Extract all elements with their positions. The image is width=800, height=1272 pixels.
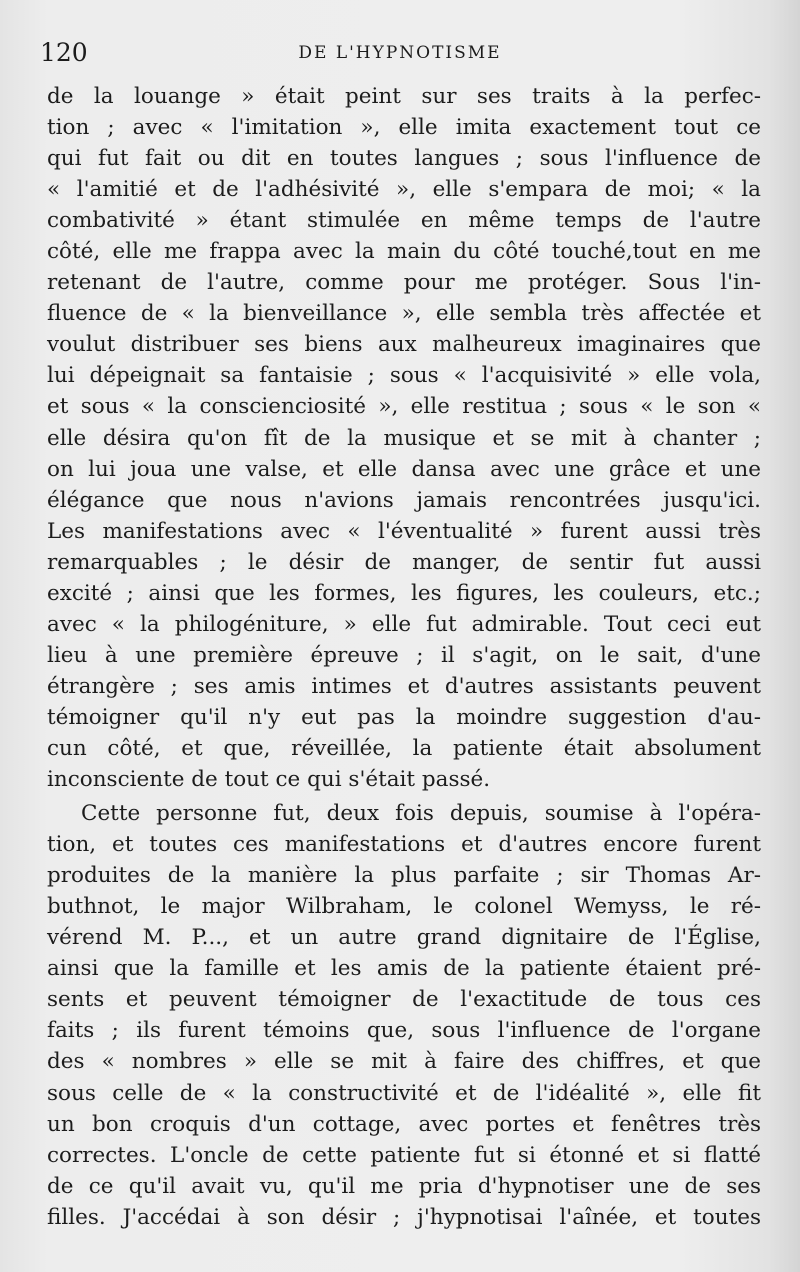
text-line: correctes. L'oncle de cette patiente fut si étonné et si flatté [47,1142,761,1168]
paragraph [47,798,761,1233]
text-line: de ce qu'il avait vu, qu'il me pria d'hypnotiser une de ses [47,1173,761,1199]
text-line: filles. J'accédai à son désir ; j'hypnotisai l'aînée, et toutes [47,1204,761,1230]
text-line: elle désira qu'on fît de la musique et se mit à chanter ; [47,425,761,451]
text-line: qui fut fait ou dit en toutes langues ; sous l'influence de [47,146,761,172]
text-line: produites de la manière la plus parfaite ; sir Thomas Ar- [47,863,761,889]
text-line: et sous « la conscienciosité », elle restitua ; sous « le son « [47,394,761,420]
text-line: lui dépeignait sa fantaisie ; sous « l'acquisivité » elle vola, [47,363,761,389]
text-line: sous celle de « la constructivité et de l'idéalité », elle fit [47,1080,761,1106]
text-line: retenant de l'autre, comme pour me protéger. Sous l'in- [47,270,761,296]
text-line: sents et peuvent témoigner de l'exactitude de tous ces [47,987,761,1013]
text-line: combativité » étant stimulée en même temps de l'autre [47,208,761,234]
text-line: faits ; ils furent témoins que, sous l'influence de l'organe [47,1018,761,1044]
text-line: ainsi que la famille et les amis de la patiente étaient pré- [47,956,761,982]
body-text [47,81,761,1233]
text-line: on lui joua une valse, et elle dansa avec une grâce et une [47,456,761,482]
text-line: avec « la philogéniture, » elle fut admirable. Tout ceci eut [47,611,761,637]
text-line: lieu à une première épreuve ; il s'agit, on le sait, d'une [47,642,761,668]
text-line: tion, et toutes ces manifestations et d'autres encore furent [47,832,761,858]
text-line: élégance que nous n'avions jamais rencontrées jusqu'ici. [47,487,761,513]
text-line: tion ; avec « l'imitation », elle imita exactement tout ce [47,115,761,141]
text-line: cun côté, et que, réveillée, la patiente était absolument [47,735,761,761]
text-line: Cette personne fut, deux fois depuis, soumise à l'opéra- [81,801,761,827]
text-line: fluence de « la bienveillance », elle sembla très affectée et [47,301,761,327]
running-title: DE L'HYPNOTISME [298,43,502,63]
text-line: étrangère ; ses amis intimes et d'autres assistants peuvent [47,673,761,699]
text-line: « l'amitié et de l'adhésivité », elle s'empara de moi; « la [47,177,761,203]
text-line: voulut distribuer ses biens aux malheureux imaginaires que [47,332,761,358]
text-line: un bon croquis d'un cottage, avec portes et fenêtres très [47,1111,761,1137]
text-line: de la louange » était peint sur ses traits à la perfec- [47,84,761,109]
text-line: des « nombres » elle se mit à faire des chiffres, et que [47,1049,761,1075]
text-line: excité ; ainsi que les formes, les figures, les couleurs, etc.; [47,580,761,606]
paragraph [47,81,761,795]
page-number: 120 [40,38,88,67]
text-line: buthnot, le major Wilbraham, le colonel Wemyss, le ré- [47,894,761,920]
page-header [40,36,760,70]
text-line: Les manifestations avec « l'éventualité » furent aussi très [47,518,761,544]
text-line: remarquables ; le désir de manger, de sentir fut aussi [47,549,761,575]
text-line: inconsciente de tout ce qui s'était passé. [47,767,491,793]
text-line: vérend M. P..., et un autre grand dignitaire de l'Église, [47,925,761,951]
text-line: côté, elle me frappa avec la main du côté touché,tout en me [47,239,761,265]
text-line: témoigner qu'il n'y eut pas la moindre suggestion d'au- [47,704,761,730]
